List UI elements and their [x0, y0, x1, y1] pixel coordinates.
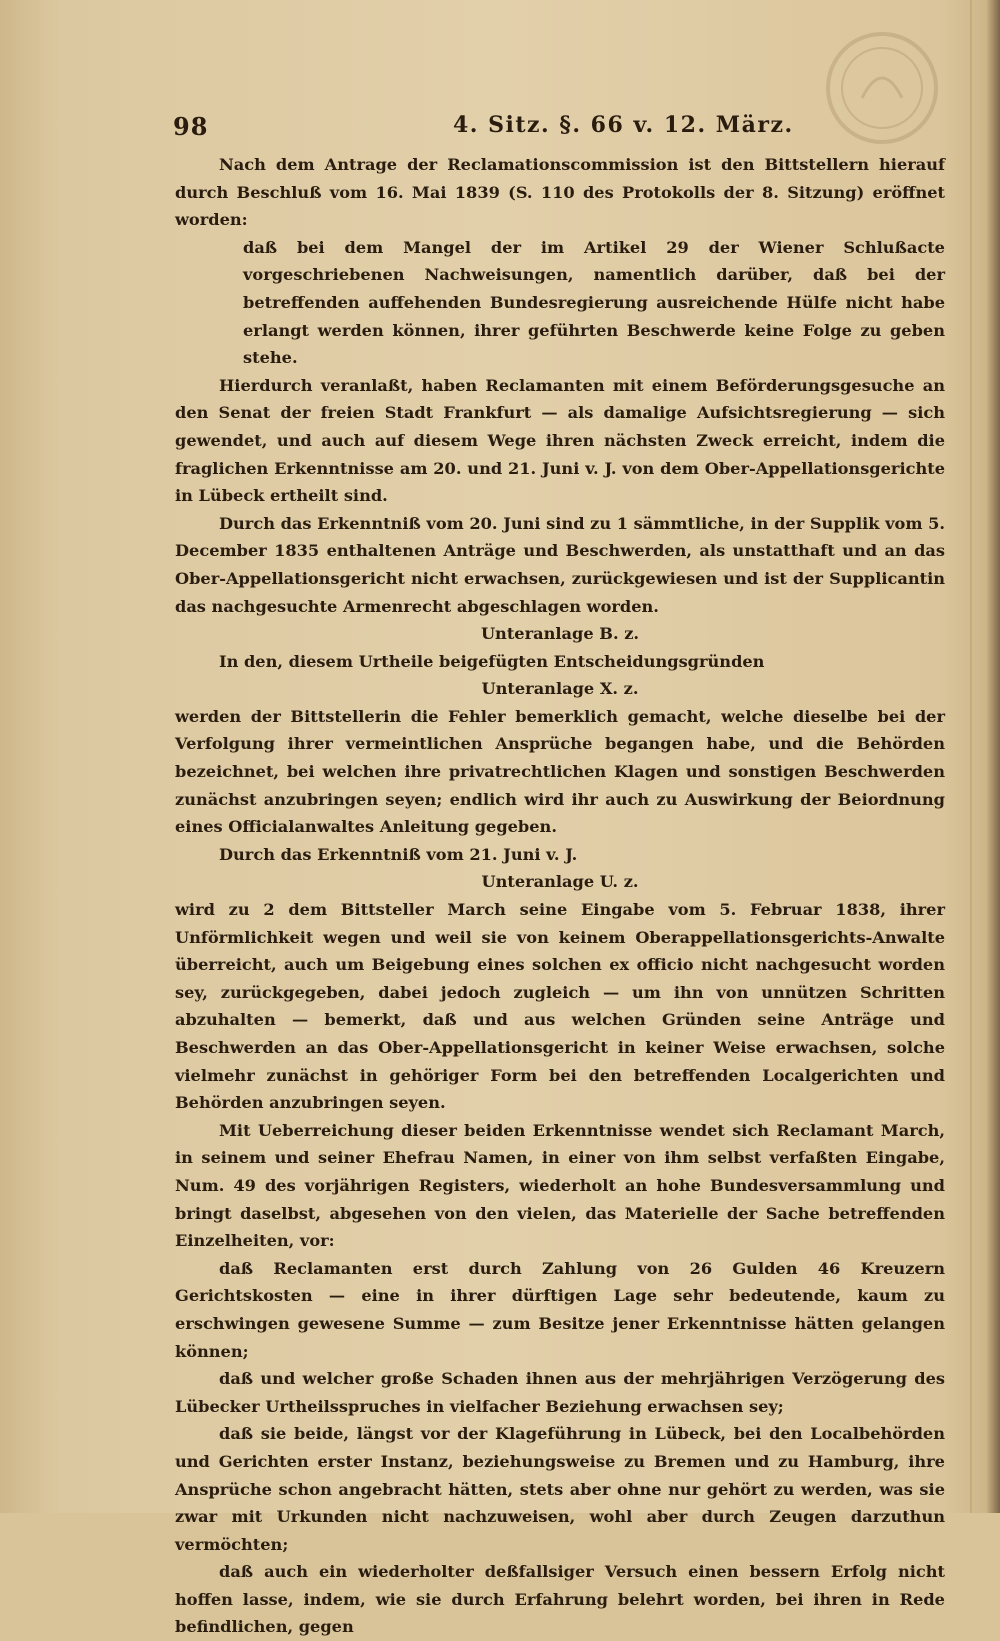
- quoted-paragraph: daß bei dem Mangel der im Artikel 29 der Wiener Schlußacte vorgeschriebenen Nachweisungen, namentlich darüber, daß bei der betreffenden auffehenden Bundesregierung ausreichende Hülfe nicht habe erlangt werden können, ihrer geführten Beschwerde keine Folge zu geben stehe.: [243, 237, 945, 368]
- annex-heading: Unteranlage B. z.: [480, 624, 640, 644]
- page-number: 98: [173, 112, 209, 141]
- page-edge-shadow: [986, 0, 1000, 1513]
- paragraph: Durch das Erkenntniß vom 21. Juni v. J.: [219, 844, 578, 864]
- paragraph: Mit Ueberreichung dieser beiden Erkenntnisse wendet sich Reclamant March, in seinem und seiner Ehefrau Namen, in einer von ihm selbst verfaßten Eingabe, Num. 49 des vorjährigen Registers, wiederholt an hohe Bundesversammlung und bringt daselbst, abgesehen von den vielen, das Materielle der Sache betreffenden Einzelheiten, vor:: [175, 1120, 945, 1251]
- page-header: [173, 112, 948, 148]
- claim-paragraph: daß und welcher große Schaden ihnen aus der mehrjährigen Verzögerung des Lübecker Urtheilsspruches in vielfacher Beziehung erwachsen sey;: [175, 1369, 945, 1416]
- annex-heading: Unteranlage U. z.: [481, 872, 639, 892]
- paragraph: wird zu 2 dem Bittsteller March seine Eingabe vom 5. Februar 1838, ihrer Unförmlichkeit wegen und weil sie von keinem Oberappellationsgerichts-Anwalte überreicht, auch um Beigebung eines solchen ex officio nicht nachgesucht worden sey, zurückgegeben, dabei jedoch zugleich — um ihn von unnützen Schritten abzuhalten — bemerkt, daß und aus welchen Gründen seine Anträge und Beschwerden an das Ober-Appellationsgericht in keiner Weise erwachsen, solche vielmehr zunächst in gehöriger Form bei den betreffenden Localgerichten und Behörden anzubringen seyen.: [175, 900, 945, 1113]
- paragraph: werden der Bittstellerin die Fehler bemerklich gemacht, welche dieselbe bei der Verfolgung ihrer vermeintlichen Ansprüche begangen habe, und die Behörden bezeichnet, bei welchen ihre privatrechtlichen Klagen und sonstigen Beschwerden zunächst anzubringen seyen; endlich wird ihr auch zu Auswirkung der Beiordnung eines Officialanwaltes Anleitung gegeben.: [175, 706, 945, 837]
- claim-paragraph: daß auch ein wiederholter deßfallsiger Versuch einen bessern Erfolg nicht hoffen lasse, indem, wie sie durch Erfahrung belehrt worden, bei ihren in Rede befindlichen, gegen: [175, 1562, 945, 1637]
- running-head: 4. Sitz. §. 66 v. 12. März.: [453, 112, 794, 138]
- body-text: [175, 151, 945, 1641]
- paragraph: In den, diesem Urtheile beigefügten Entscheidungsgründen: [219, 651, 765, 671]
- paragraph: Durch das Erkenntniß vom 20. Juni sind zu 1 sämmtliche, in der Supplik vom 5. December 1835 enthaltenen Anträge und Beschwerden, als unstatthaft und an das Ober-Appellationsgericht nicht erwachsen, zurückgewiesen und ist der Supplicantin das nachgesuchte Armenrecht abgeschlagen worden.: [175, 513, 945, 616]
- annex-heading: Unteranlage X. z.: [481, 679, 639, 699]
- claim-paragraph: daß Reclamanten erst durch Zahlung von 26 Gulden 46 Kreuzern Gerichtskosten — eine in ihrer dürftigen Lage sehr bedeutende, kaum zu erschwingen gewesene Summe — zum Besitze jener Erkenntnisse hätten gelangen können;: [175, 1258, 945, 1361]
- paragraph: Nach dem Antrage der Reclamationscommission ist den Bittstellern hierauf durch Beschluß vom 16. Mai 1839 (S. 110 des Protokolls der 8. Sitzung) eröffnet worden:: [175, 155, 945, 230]
- page-gutter-shadow: [970, 0, 972, 1513]
- paragraph: Hierdurch veranlaßt, haben Reclamanten mit einem Beförderungsgesuche an den Senat der freien Stadt Frankfurt — als damalige Aufsichtsregierung — sich gewendet, und auch auf diesem Wege ihren nächsten Zweck erreicht, indem die fraglichen Erkenntnisse am 20. und 21. Juni v. J. von dem Ober-Appellationsgerichte in Lübeck ertheilt sind.: [175, 375, 945, 506]
- claim-paragraph: daß sie beide, längst vor der Klageführung in Lübeck, bei den Localbehörden und Gerichten erster Instanz, beziehungsweise zu Bremen und zu Hamburg, ihre Ansprüche schon angebracht hätten, stets aber ohne nur gehört zu werden, was sie zwar mit Urkunden nicht nachzuweisen, wohl aber durch Zeugen darzuthun vermöchten;: [175, 1424, 945, 1554]
